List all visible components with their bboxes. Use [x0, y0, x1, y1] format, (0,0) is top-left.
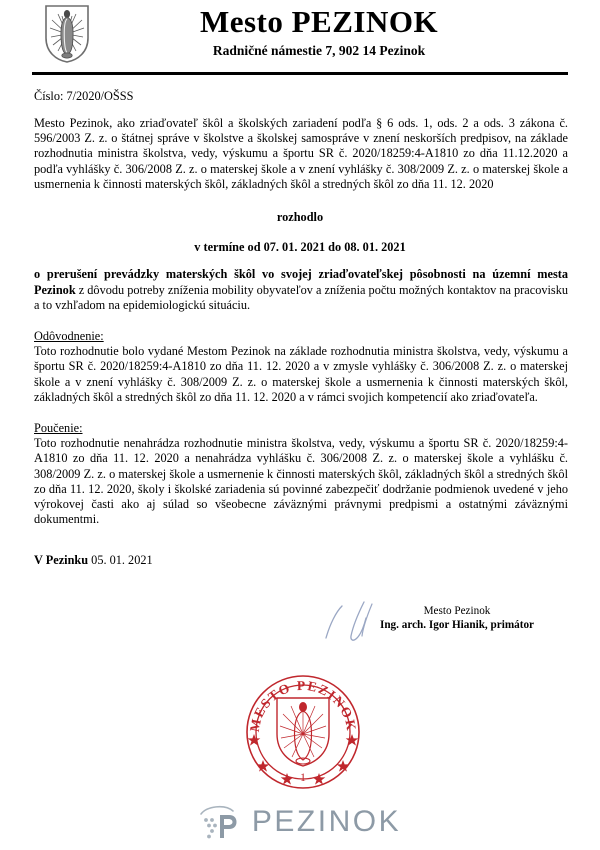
- document-number: Číslo: 7/2020/OŠSS: [34, 89, 134, 103]
- reasoning-heading: Odôvodnenie:: [34, 329, 104, 344]
- round-official-seal-icon: [243, 672, 363, 792]
- pezinok-coat-of-arms-icon: [44, 4, 90, 64]
- page-title: Mesto PEZINOK: [199, 4, 439, 39]
- header-text-block: [90, 0, 568, 60]
- decision-subject: [34, 267, 568, 313]
- decision-term: v termíne od 07. 01. 2021 do 08. 01. 2021: [194, 240, 406, 255]
- decision-subject-rest: z dôvodu potreby zníženia mobility obyvateľov a zníženia počtu možných kontaktov na pracovisku a to vzhľadom na epidemiologickú situáciu.: [34, 282, 568, 312]
- signature-block: [352, 604, 562, 632]
- header-address: Radničné námestie 7, 902 14 Pezinok: [212, 43, 426, 58]
- seal-bottom-number: 1: [300, 770, 306, 784]
- footer-wordmark: PEZINOK: [251, 805, 402, 838]
- place-and-date: [34, 553, 568, 568]
- decision-subject-bold: o prerušení prevádzky materských škôl vo svojej zriaďovateľskej pôsobnosti na územní mesta Pezinok: [34, 267, 568, 297]
- seal-top-text: MESTO PEZINOK: [246, 677, 360, 734]
- reasoning-text: Toto rozhodnutie bolo vydané Mestom Pezinok na základe rozhodnutia ministra školstva, vedy, výskumu a športu SR č. 2020/18259:4-A1810 zo dňa 11. 12. 2020 a v zmysle vyhlášky č. 306/2008 Z. z. o materskej škole a v znení vyhlášky č. 308/2009 Z. z. o materskej škole a usmernenia k činnosti materských škôl, základných škôl a stredných škôl zo dňa 11. 12. 2020 a v rámci svojich kompetencií ako zriaďovateľa.: [34, 344, 568, 404]
- instruction-heading: Poučenie:: [34, 421, 83, 436]
- pezinok-p-grape-logo-icon: [199, 802, 241, 842]
- instruction-text: Toto rozhodnutie nenahrádza rozhodnutie ministra školstva, vedy, výskumu a športu SR č. 2020/18259:4-A1810 zo dňa 11. 12. 2020 a nenahrádza vyhlášku č. 306/2008 Z. z. o materskej škole a vyhlášku č. 308/2009 Z. z. o materskej škole a usmernenie k činnosti materských škôl, základných škôl a stredných škôl zo dňa 11. 12. 2020, školy i školské zariadenia sú povinné zabezpečiť dodržanie podmienok uvedené v jeho výrokovej časti ako aj súlad so všeobecne záväznými právnymi predpismi a ostatnými záväznými dokumentmi.: [34, 436, 568, 527]
- signature-name: Ing. arch. Igor Hianik, primátor: [379, 619, 535, 631]
- footer-logo: [0, 802, 600, 842]
- intro-paragraph: Mesto Pezinok, ako zriaďovateľ škôl a školských zariadení podľa § 6 ods. 1, ods. 2 a ods. 3 zákona č. 596/2003 Z. z. o štátnej správe v školstve a školskej samospráve v znení neskorších predpisov, na základe rozhodnutia ministra školstva, vedy, výskumu a športu SR č. 2020/18259:4-A1810 zo dňa 11.12.2020 a podľa vyhlášky č. 306/2008 Z. z. o materskej škole a v znení vyhlášky č. 308/2009 Z. z. o materskej škole a usmernenia k činnosti materských škôl, základných škôl a stredných škôl zo dňa 11. 12. 2020: [34, 116, 568, 191]
- place-label: V Pezinku: [34, 553, 89, 568]
- signature-org: Mesto Pezinok: [423, 605, 491, 617]
- header-divider: [32, 72, 568, 75]
- document-header: [32, 0, 568, 70]
- date-value: 05. 01. 2021: [88, 553, 153, 568]
- decision-word: rozhodlo: [276, 210, 324, 225]
